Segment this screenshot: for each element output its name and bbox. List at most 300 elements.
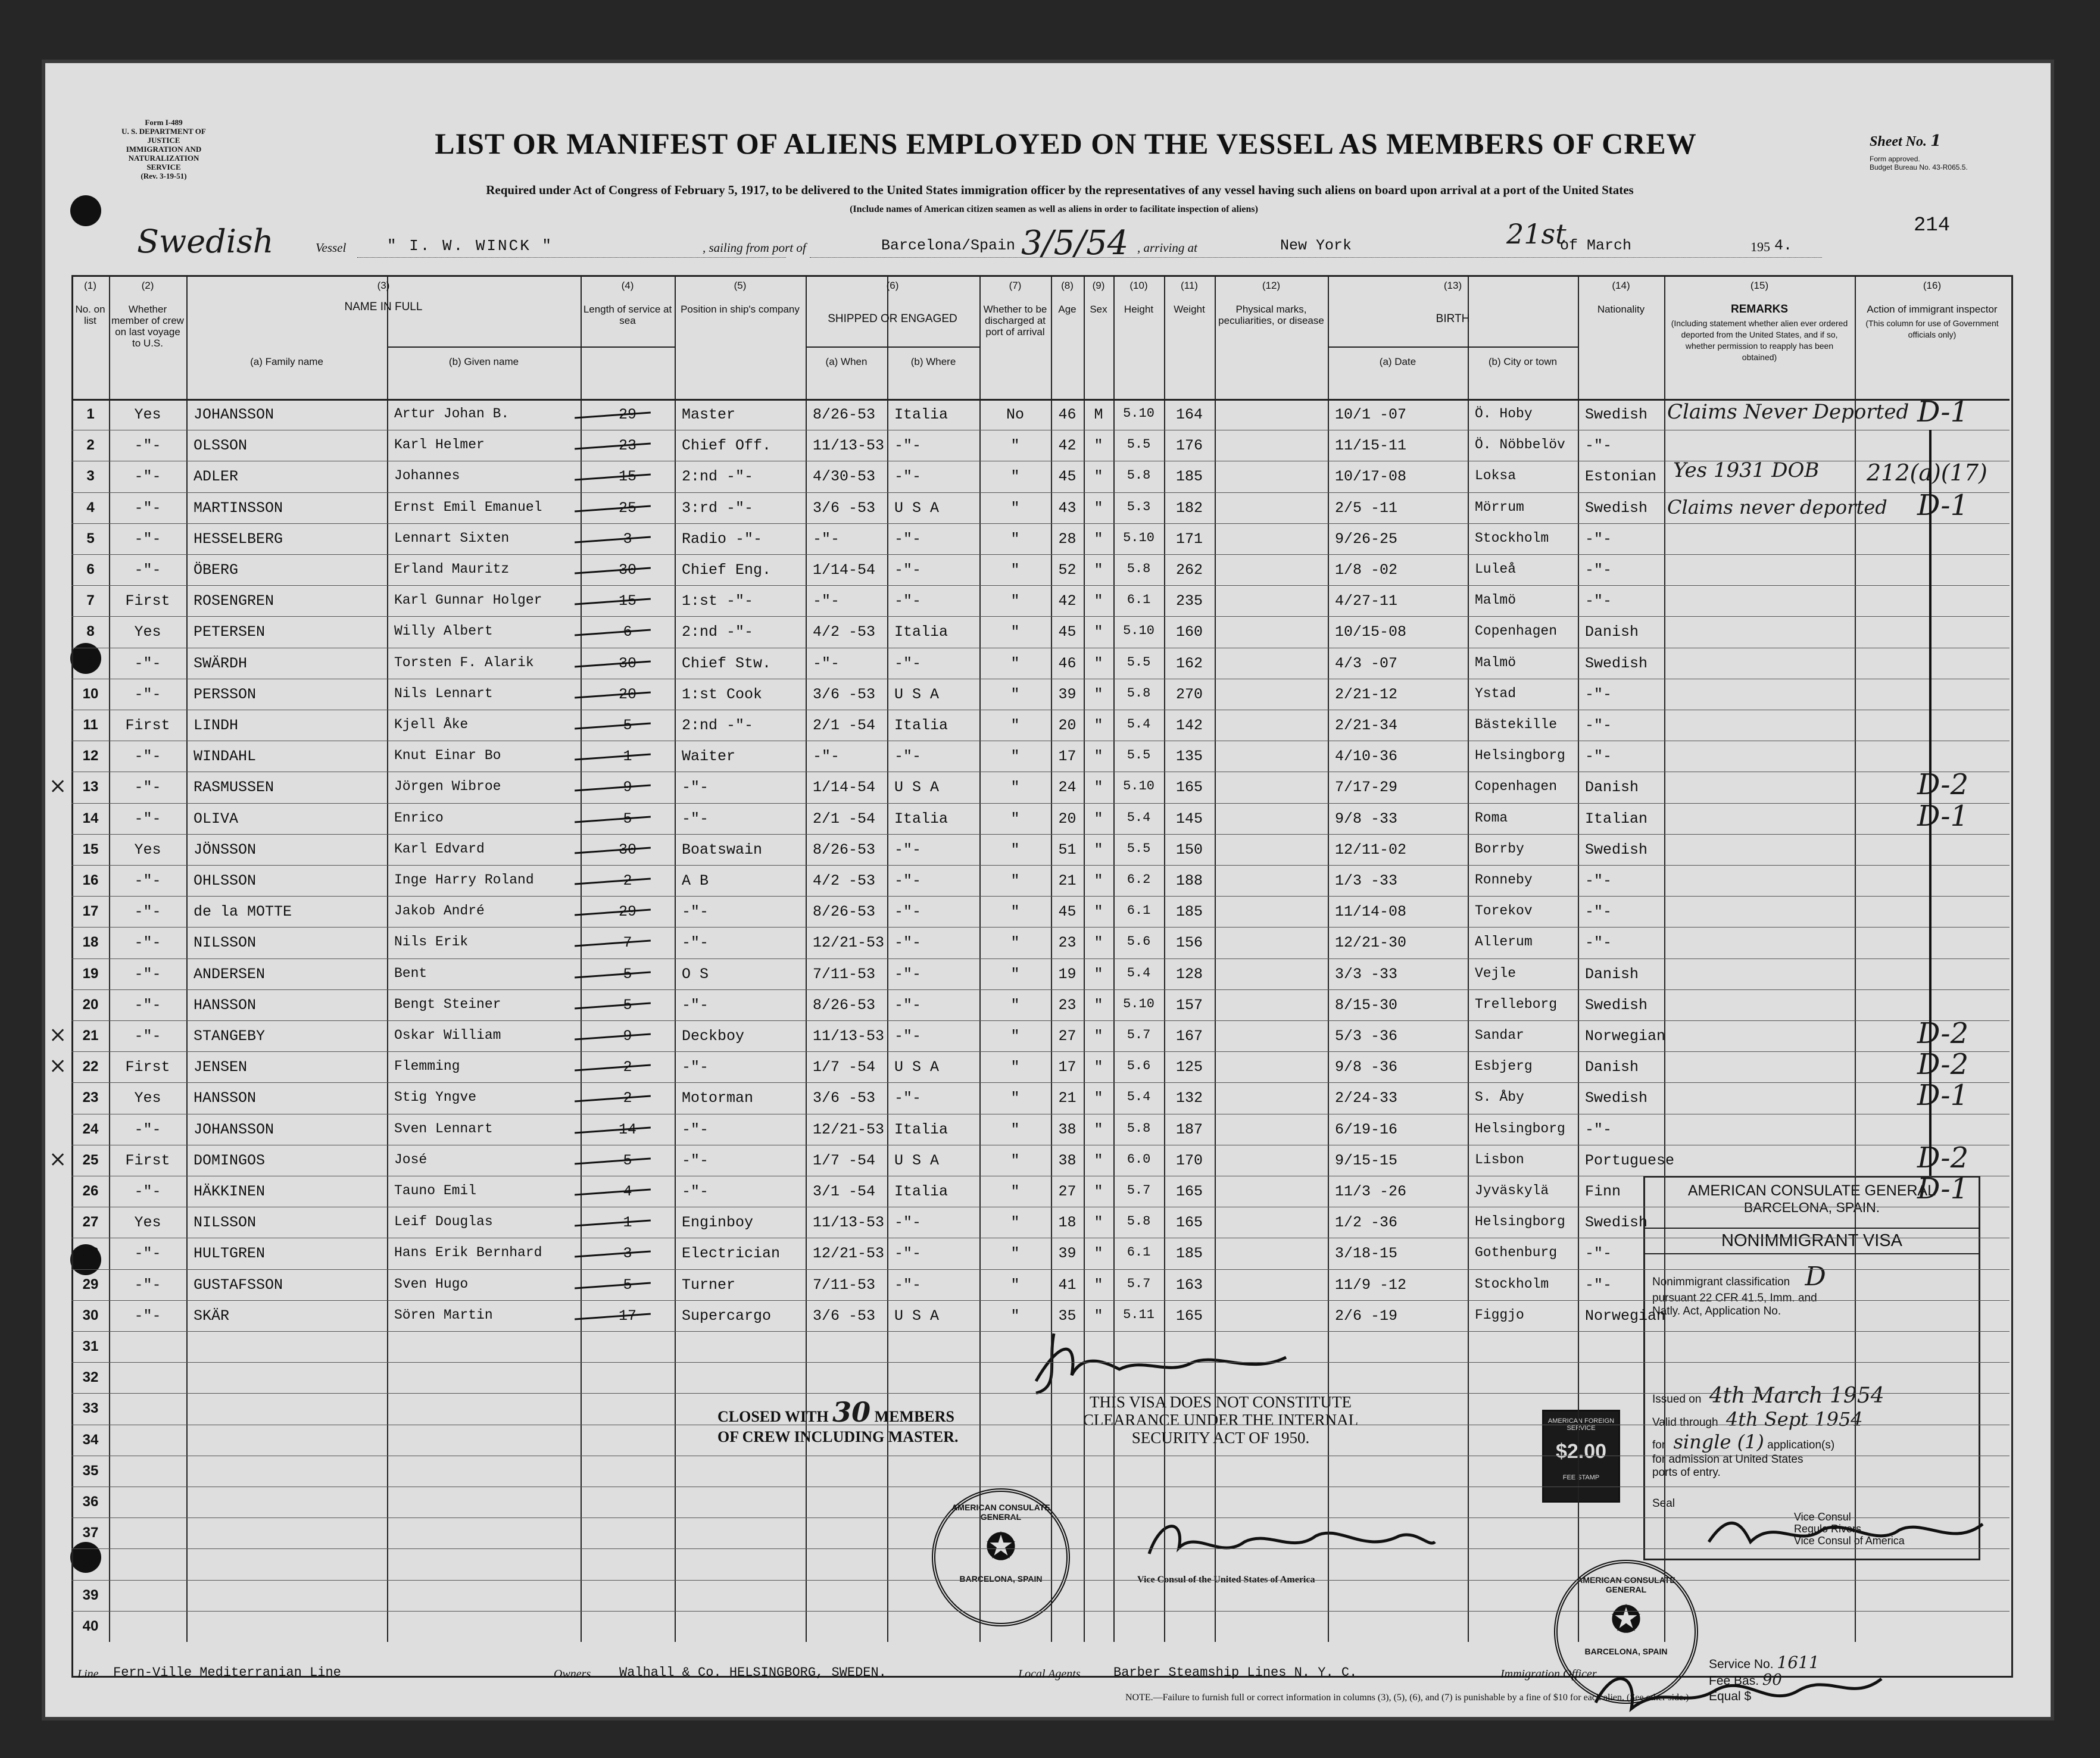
header-c15-number: (15) xyxy=(1750,280,1769,291)
cell-when: 11/13-53 xyxy=(813,1028,885,1045)
cell-height: 5.10 xyxy=(1123,530,1154,545)
cell-height: 5.10 xyxy=(1123,406,1154,421)
cell-sex: " xyxy=(1094,561,1103,579)
cell-given: Enrico xyxy=(394,810,444,826)
cell-where: -"- xyxy=(894,872,922,889)
cell-where: -"- xyxy=(894,592,922,610)
seal2-bottom-text: BARCELONA, SPAIN xyxy=(1584,1647,1668,1656)
visa-note-line3: SECURITY ACT OF 1950. xyxy=(1131,1429,1310,1447)
row-number: 35 xyxy=(82,1462,99,1479)
cell-nat: -"- xyxy=(1585,717,1612,734)
cell-sex: " xyxy=(1094,530,1103,548)
cell-nat: Swedish xyxy=(1585,1214,1648,1232)
cell-when: -"- xyxy=(813,530,840,548)
cell-disch: " xyxy=(1010,437,1020,455)
cell-family: NILSSON xyxy=(194,934,257,952)
footer xyxy=(77,1664,2018,1712)
cell-height: 5.8 xyxy=(1127,1120,1151,1136)
header-c15-title: REMARKS xyxy=(1730,303,1789,316)
cell-position: Supercargo xyxy=(682,1307,772,1325)
cell-city: Helsingborg xyxy=(1475,748,1565,764)
include-text: (Include names of American citizen seamen as well as aliens in order to facilitate inspection of aliens) xyxy=(850,204,1258,214)
cell-disch: " xyxy=(1010,530,1020,548)
cell-crew: -"- xyxy=(134,499,161,517)
cell-nat: Italian xyxy=(1585,810,1648,828)
header-c5-title: Position in ship's company xyxy=(681,304,800,315)
header-c3-title: NAME IN FULL xyxy=(344,301,423,313)
cell-given: Flemming xyxy=(394,1058,460,1075)
cell-weight: 128 xyxy=(1175,965,1203,983)
cell-family: SWÄRDH xyxy=(194,654,248,672)
cell-bdate: 3/18-15 xyxy=(1335,1245,1398,1263)
cell-age: 42 xyxy=(1058,437,1076,455)
cell-crew: -"- xyxy=(134,530,161,548)
cell-position: Chief Stw. xyxy=(682,654,772,672)
cell-when: 11/13-53 xyxy=(813,1214,885,1232)
form-title: LIST OR MANIFEST OF ALIENS EMPLOYED ON THE VESSEL AS MEMBERS OF CREW xyxy=(435,127,1697,160)
row-number: 1 xyxy=(86,406,95,422)
cell-age: 20 xyxy=(1058,717,1076,734)
cell-given: Inge Harry Roland xyxy=(394,872,534,888)
cell-weight: 132 xyxy=(1175,1089,1203,1107)
cell-disch: " xyxy=(1010,903,1020,921)
x-mark: × xyxy=(49,1147,67,1172)
cell-where: -"- xyxy=(894,903,922,921)
row-number: 22 xyxy=(82,1058,99,1075)
cell-when: -"- xyxy=(813,654,840,672)
fee-stamp xyxy=(1542,1410,1620,1503)
cell-weight: 157 xyxy=(1175,996,1203,1014)
cell-age: 51 xyxy=(1058,841,1076,858)
row-number: 27 xyxy=(82,1214,99,1231)
cell-family: NILSSON xyxy=(194,1214,257,1232)
sheet-label: Sheet No. xyxy=(1870,134,1927,149)
cell-weight: 165 xyxy=(1175,1183,1203,1200)
cell-city: Loksa xyxy=(1475,468,1517,484)
cell-city: Copenhagen xyxy=(1475,779,1558,795)
vessel-label: Vessel xyxy=(316,241,347,255)
closing-line2: OF CREW INCLUDING MASTER. xyxy=(717,1428,959,1445)
cell-bdate: 5/3 -36 xyxy=(1335,1028,1398,1045)
cell-where: Italia xyxy=(894,623,948,641)
cell-bdate: 2/24-33 xyxy=(1335,1089,1398,1107)
cell-crew: -"- xyxy=(134,872,161,889)
cell-age: 17 xyxy=(1058,748,1076,766)
header-c6a: (a) When xyxy=(825,356,868,367)
row-number: 7 xyxy=(86,592,95,609)
cell-disch: " xyxy=(1010,872,1020,889)
punch-hole xyxy=(70,195,101,226)
row-rule xyxy=(71,554,2009,555)
cell-where: Italia xyxy=(894,717,948,734)
cell-given: Erland Mauritz xyxy=(394,561,510,577)
manifest-sheet xyxy=(42,60,2054,1720)
cell-position: Master xyxy=(682,406,736,423)
cell-nat: -"- xyxy=(1585,685,1612,703)
cell-city: Allerum xyxy=(1475,934,1533,950)
cell-crew: -"- xyxy=(134,965,161,983)
form-number: Form I-489 xyxy=(145,118,183,127)
cell-sex: " xyxy=(1094,623,1103,641)
cell-given: Willy Albert xyxy=(394,623,493,639)
cell-nat: -"- xyxy=(1585,903,1612,921)
header-c6-title: SHIPPED OR ENGAGED xyxy=(828,313,957,325)
cell-when: 3/6 -53 xyxy=(813,499,876,517)
action-d2-row21: D-2 xyxy=(1917,1017,1969,1050)
visa-pursuant: pursuant 22 CFR 41.5, Imm. and xyxy=(1652,1292,1817,1304)
header-c4-title: Length of service at sea xyxy=(583,304,672,326)
cell-weight: 185 xyxy=(1175,1245,1203,1263)
line-value: Fern-Ville Mediterranian Line xyxy=(113,1665,341,1680)
cell-weight: 165 xyxy=(1175,779,1203,797)
cell-sex: " xyxy=(1094,965,1103,983)
cell-sex: " xyxy=(1094,934,1103,952)
cell-when: 7/11-53 xyxy=(813,1276,876,1294)
row-number: 2 xyxy=(86,437,95,454)
cell-crew: -"- xyxy=(134,654,161,672)
cell-nat: Norwegian xyxy=(1585,1028,1666,1045)
cell-given: Sven Lennart xyxy=(394,1120,493,1136)
cell-when: 4/2 -53 xyxy=(813,872,876,889)
form-dept: U. S. DEPARTMENT OF JUSTICE xyxy=(121,127,206,145)
issued-on-value: 4th March 1954 xyxy=(1709,1384,1884,1408)
cell-sex: M xyxy=(1094,406,1103,423)
cell-height: 5.5 xyxy=(1127,841,1151,856)
cell-when: 8/26-53 xyxy=(813,406,876,423)
cell-family: de la MOTTE xyxy=(194,903,292,921)
closing-line1b: MEMBERS xyxy=(874,1408,954,1425)
cell-height: 6.1 xyxy=(1127,1245,1151,1260)
cell-given: Kjell Åke xyxy=(394,717,469,732)
action-row3: 212(a)(17) xyxy=(1867,460,1987,486)
cell-bdate: 6/19-16 xyxy=(1335,1120,1398,1138)
visa-note xyxy=(1030,1393,1411,1447)
cell-given: Tauno Emil xyxy=(394,1183,477,1198)
cell-disch: " xyxy=(1010,1089,1020,1107)
cell-where: -"- xyxy=(894,1214,922,1232)
cell-position: Deckboy xyxy=(682,1028,745,1045)
cell-position: -"- xyxy=(682,1120,709,1138)
page-number: 214 xyxy=(1914,214,1951,237)
cell-given: Johannes xyxy=(394,468,460,484)
owners-label: Owners xyxy=(554,1668,591,1681)
cell-service: 30 xyxy=(618,561,636,579)
cell-when: 7/11-53 xyxy=(813,965,876,983)
signature-visa xyxy=(1697,1506,2007,1572)
cell-weight: 185 xyxy=(1175,903,1203,921)
header-c16-title: Action of immigrant inspector xyxy=(1867,304,1998,315)
cell-service: 2 xyxy=(623,1089,632,1107)
cell-given: Nils Lennart xyxy=(394,685,493,701)
header-c13-title: BIRTH xyxy=(1436,313,1470,325)
seal-bottom-text: BARCELONA, SPAIN xyxy=(959,1574,1043,1584)
row-rule xyxy=(71,1331,2009,1332)
cell-where: -"- xyxy=(894,996,922,1014)
cell-position: 1:st -"- xyxy=(682,592,754,610)
cell-service: 2 xyxy=(623,872,632,889)
cell-family: HESSELBERG xyxy=(194,530,283,548)
cell-service: 9 xyxy=(623,1028,632,1045)
cell-service: 6 xyxy=(623,623,632,641)
row-rule xyxy=(71,989,2009,990)
cell-disch: " xyxy=(1010,1245,1020,1263)
cell-crew: -"- xyxy=(134,1245,161,1263)
cell-weight: 165 xyxy=(1175,1307,1203,1325)
cell-age: 46 xyxy=(1058,654,1076,672)
cell-given: Bent xyxy=(394,965,428,981)
cell-height: 5.4 xyxy=(1127,965,1151,981)
cell-family: HULTGREN xyxy=(194,1245,266,1263)
cell-sex: " xyxy=(1094,841,1103,858)
cell-height: 5.8 xyxy=(1127,468,1151,483)
cell-bdate: 1/8 -02 xyxy=(1335,561,1398,579)
cell-where: -"- xyxy=(894,1089,922,1107)
row-number: 26 xyxy=(82,1183,99,1199)
cell-city: Borrby xyxy=(1475,841,1524,857)
cell-disch: " xyxy=(1010,748,1020,766)
cell-sex: " xyxy=(1094,872,1103,889)
cell-bdate: 2/5 -11 xyxy=(1335,499,1398,517)
row-number: 38 xyxy=(82,1556,99,1572)
ports-text: ports of entry. xyxy=(1652,1466,1721,1479)
eagle-icon: ✪ xyxy=(985,1527,1016,1567)
visa-h2: BARCELONA, SPAIN. xyxy=(1743,1200,1880,1215)
cell-city: Malmö xyxy=(1475,654,1517,670)
visa-nat-act: Natly. Act, Application No. xyxy=(1652,1305,1781,1317)
cell-age: 46 xyxy=(1058,406,1076,423)
cell-city: Jyväskylä xyxy=(1475,1183,1549,1198)
cell-service: 1 xyxy=(623,1214,632,1232)
cell-height: 5.8 xyxy=(1127,1214,1151,1229)
row-number: 40 xyxy=(82,1618,99,1634)
cell-disch: " xyxy=(1010,1151,1020,1169)
cell-disch: " xyxy=(1010,841,1020,858)
vice-consul-label: Vice Consul xyxy=(1794,1511,1851,1523)
cell-sex: " xyxy=(1094,1120,1103,1138)
cell-when: 1/7 -54 xyxy=(813,1151,876,1169)
cell-age: 17 xyxy=(1058,1058,1076,1076)
remark-row4: Claims never deported xyxy=(1667,495,1887,519)
cell-bdate: 4/27-11 xyxy=(1335,592,1398,610)
cell-city: Luleå xyxy=(1475,561,1517,577)
cell-crew: First xyxy=(125,717,170,734)
action-d1-row14: D-1 xyxy=(1917,799,1969,833)
header-c9-title: Sex xyxy=(1090,304,1107,315)
cell-service: 29 xyxy=(618,903,636,921)
cell-family: HANSSON xyxy=(194,996,257,1014)
cell-disch: " xyxy=(1010,810,1020,828)
cell-service: 1 xyxy=(623,748,632,766)
cell-disch: " xyxy=(1010,592,1020,610)
cell-height: 5.10 xyxy=(1123,996,1154,1011)
row-number: 39 xyxy=(82,1587,99,1603)
cell-family: GUSTAFSSON xyxy=(194,1276,283,1294)
vessel-name: " I. W. WINCK " xyxy=(387,237,554,255)
cell-height: 5.6 xyxy=(1127,1058,1151,1074)
year-prefix: 195 xyxy=(1750,239,1770,254)
cell-height: 5.8 xyxy=(1127,685,1151,701)
cell-age: 39 xyxy=(1058,1245,1076,1263)
cell-nat: Danish xyxy=(1585,965,1639,983)
cell-age: 24 xyxy=(1058,779,1076,797)
header-c3a: (a) Family name xyxy=(250,356,323,367)
cell-when: -"- xyxy=(813,748,840,766)
cell-service: 3 xyxy=(623,530,632,548)
cell-when: 12/21-53 xyxy=(813,1245,885,1263)
cell-family: OHLSSON xyxy=(194,872,257,889)
cell-given: Torsten F. Alarik xyxy=(394,654,534,670)
cell-sex: " xyxy=(1094,654,1103,672)
cell-sex: " xyxy=(1094,685,1103,703)
cell-crew: Yes xyxy=(134,1214,161,1232)
cell-weight: 167 xyxy=(1175,1028,1203,1045)
cell-nat: Swedish xyxy=(1585,406,1648,423)
cell-position: 1:st Cook xyxy=(682,685,763,703)
cell-weight: 171 xyxy=(1175,530,1203,548)
cell-age: 38 xyxy=(1058,1120,1076,1138)
cell-disch: " xyxy=(1010,623,1020,641)
cell-service: 5 xyxy=(623,965,632,983)
cell-family: ANDERSEN xyxy=(194,965,266,983)
consulate-seal xyxy=(932,1488,1070,1626)
cell-nat: -"- xyxy=(1585,1245,1612,1263)
cell-family: WINDAHL xyxy=(194,748,257,766)
header-c2-number: (2) xyxy=(141,280,154,291)
cell-given: Sören Martin xyxy=(394,1307,493,1323)
line-label: Line xyxy=(77,1668,99,1681)
cell-where: Italia xyxy=(894,406,948,423)
cell-city: Trelleborg xyxy=(1475,996,1558,1012)
cell-bdate: 10/15-08 xyxy=(1335,623,1407,641)
row-rule xyxy=(71,1082,2009,1083)
cell-sex: " xyxy=(1094,810,1103,828)
action-d2-row22: D-2 xyxy=(1917,1048,1969,1082)
cell-sex: " xyxy=(1094,468,1103,486)
header-c4-number: (4) xyxy=(621,280,634,291)
nationality-handwritten: Swedish xyxy=(137,223,274,260)
cell-age: 27 xyxy=(1058,1028,1076,1045)
cell-where: -"- xyxy=(894,748,922,766)
header-c2-title: Whether member of crew on last voyage to U.S. xyxy=(111,304,184,349)
remark-row1: Claims Never Deported xyxy=(1667,400,1909,424)
cell-crew: -"- xyxy=(134,437,161,455)
cell-given: Leif Douglas xyxy=(394,1214,493,1230)
header-c11-number: (11) xyxy=(1181,280,1198,291)
cell-given: Karl Gunnar Holger xyxy=(394,592,542,608)
row-rule xyxy=(71,834,2009,835)
cell-disch: " xyxy=(1010,685,1020,703)
required-text: Required under Act of Congress of February 5, 1917, to be delivered to the United States immigration officer by the representatives of any vessel having such aliens on board upon arrival at a port of the United States xyxy=(486,183,1634,197)
cell-disch: " xyxy=(1010,1307,1020,1325)
cell-city: Ronneby xyxy=(1475,872,1533,888)
cell-family: HANSSON xyxy=(194,1089,257,1107)
cell-sex: " xyxy=(1094,1307,1103,1325)
cell-service: 5 xyxy=(623,810,632,828)
visa-h1: AMERICAN CONSULATE GENERAL xyxy=(1687,1182,1936,1199)
row-number: 30 xyxy=(82,1307,99,1323)
cell-nat: -"- xyxy=(1585,1120,1612,1138)
cell-city: Ystad xyxy=(1475,685,1517,701)
cell-height: 5.11 xyxy=(1123,1307,1154,1322)
cell-family: RASMUSSEN xyxy=(194,779,274,797)
form-issuer xyxy=(113,118,214,180)
cell-crew: -"- xyxy=(134,903,161,921)
cell-disch: " xyxy=(1010,1120,1020,1138)
header-c7-number: (7) xyxy=(1009,280,1022,291)
cell-weight: 270 xyxy=(1175,685,1203,703)
budget-text: Budget Bureau No. 43-R065.5. xyxy=(1870,163,1968,171)
cell-nat: Swedish xyxy=(1585,841,1648,858)
cell-family: ADLER xyxy=(194,468,239,486)
closing-count: 30 xyxy=(832,1396,871,1428)
seal2-top-text: AMERICAN CONSULATE GENERAL xyxy=(1577,1575,1675,1594)
cell-family: ÖBERG xyxy=(194,561,239,579)
cell-service: 4 xyxy=(623,1183,632,1200)
date-handwritten: 3/5/54 xyxy=(1021,224,1129,263)
cell-crew: -"- xyxy=(134,1276,161,1294)
cell-where: Italia xyxy=(894,1183,948,1200)
cell-disch: No xyxy=(1006,406,1024,423)
cell-position: -"- xyxy=(682,934,709,952)
cell-nat: Swedish xyxy=(1585,1089,1648,1107)
header-c9-number: (9) xyxy=(1092,280,1105,291)
cell-bdate: 7/17-29 xyxy=(1335,779,1398,797)
subheader-rule xyxy=(806,346,979,348)
row-number: 5 xyxy=(86,530,95,547)
subheader-rule xyxy=(387,346,675,348)
cell-service: 5 xyxy=(623,717,632,734)
cell-height: 5.4 xyxy=(1127,717,1151,732)
day-typed: of March xyxy=(1560,237,1632,254)
cell-given: Artur Johan B. xyxy=(394,406,510,421)
cell-position: Waiter xyxy=(682,748,736,766)
cell-nat: Swedish xyxy=(1585,996,1648,1014)
cell-nat: Norwegian xyxy=(1585,1307,1666,1325)
cell-city: Stockholm xyxy=(1475,1276,1549,1292)
cell-service: 15 xyxy=(618,592,636,610)
cell-given: Lennart Sixten xyxy=(394,530,510,546)
row-rule xyxy=(71,1517,2009,1518)
cell-when: 8/26-53 xyxy=(813,903,876,921)
cell-position: -"- xyxy=(682,996,709,1014)
cell-given: Bengt Steiner xyxy=(394,996,501,1012)
cell-given: Oskar William xyxy=(394,1028,501,1043)
cell-age: 52 xyxy=(1058,561,1076,579)
officer-label: Immigration Officer xyxy=(1500,1668,1597,1681)
cell-age: 42 xyxy=(1058,592,1076,610)
form-service: IMMIGRATION AND NATURALIZATION SERVICE xyxy=(126,145,202,171)
cell-weight: 150 xyxy=(1175,841,1203,858)
cell-city: Copenhagen xyxy=(1475,623,1558,639)
cell-when: 4/30-53 xyxy=(813,468,876,486)
cell-weight: 176 xyxy=(1175,437,1203,455)
cell-age: 20 xyxy=(1058,810,1076,828)
cell-weight: 163 xyxy=(1175,1276,1203,1294)
cell-given: Karl Helmer xyxy=(394,437,485,453)
cell-crew: Yes xyxy=(134,841,161,858)
row-number: 23 xyxy=(82,1089,99,1106)
footer-note: NOTE.—Failure to furnish full or correct information in columns (3), (5), (6), and (7) is punishable by a fine of $10 for each alien. (See other side.) xyxy=(1125,1693,1689,1703)
cell-when: 1/14-54 xyxy=(813,561,876,579)
cell-disch: " xyxy=(1010,779,1020,797)
fee-stamp-bottom: FEE STAMP xyxy=(1562,1474,1600,1481)
remark-row3: Yes 1931 DOB xyxy=(1673,458,1820,483)
for-label: for xyxy=(1652,1439,1666,1451)
cell-crew: -"- xyxy=(134,996,161,1014)
x-mark: × xyxy=(49,1054,67,1079)
cell-bdate: 11/14-08 xyxy=(1335,903,1407,921)
cell-service: 25 xyxy=(618,499,636,517)
